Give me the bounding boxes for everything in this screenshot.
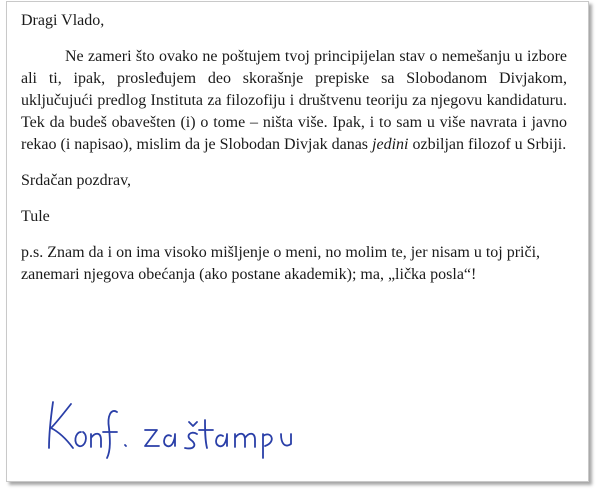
letter-content xyxy=(21,10,567,286)
letter-body xyxy=(21,46,567,156)
handwritten-note xyxy=(45,390,295,460)
letter-body-text-2: ozbiljan filozof u Srbiji. xyxy=(408,136,567,153)
letter-body-emphasis: jedini xyxy=(372,136,409,153)
letter-body-text-1: Ne zameri što ovako ne poštujem tvoj principijelan stav o nemešanju u izbore ali ti, ipak, prosleđujem deo skorašnje prepiske sa Slobodanom Divjakom, uključujući predlog Instituta za filozofiju i društvenu teoriju za njegovu kandidaturu. Tek da budeš obavešten (i) o tome – ništa više. Ipak, i to sam u više navrata i javno rekao (i napisao), mislim da je Slobodan Divjak danas xyxy=(21,48,567,153)
letter-signature: Tule xyxy=(21,208,50,225)
letter-postscript: p.s. Znam da i on ima visoko mišljenje o meni, no molim te, jer nisam u toj priči, zanemari njegova obećanja (ako postane akademik); ma, „lička posla“! xyxy=(21,244,541,283)
letter-page xyxy=(6,1,589,482)
letter-greeting: Dragi Vlado, xyxy=(21,12,105,29)
letter-closing: Srdačan pozdrav, xyxy=(21,172,132,189)
